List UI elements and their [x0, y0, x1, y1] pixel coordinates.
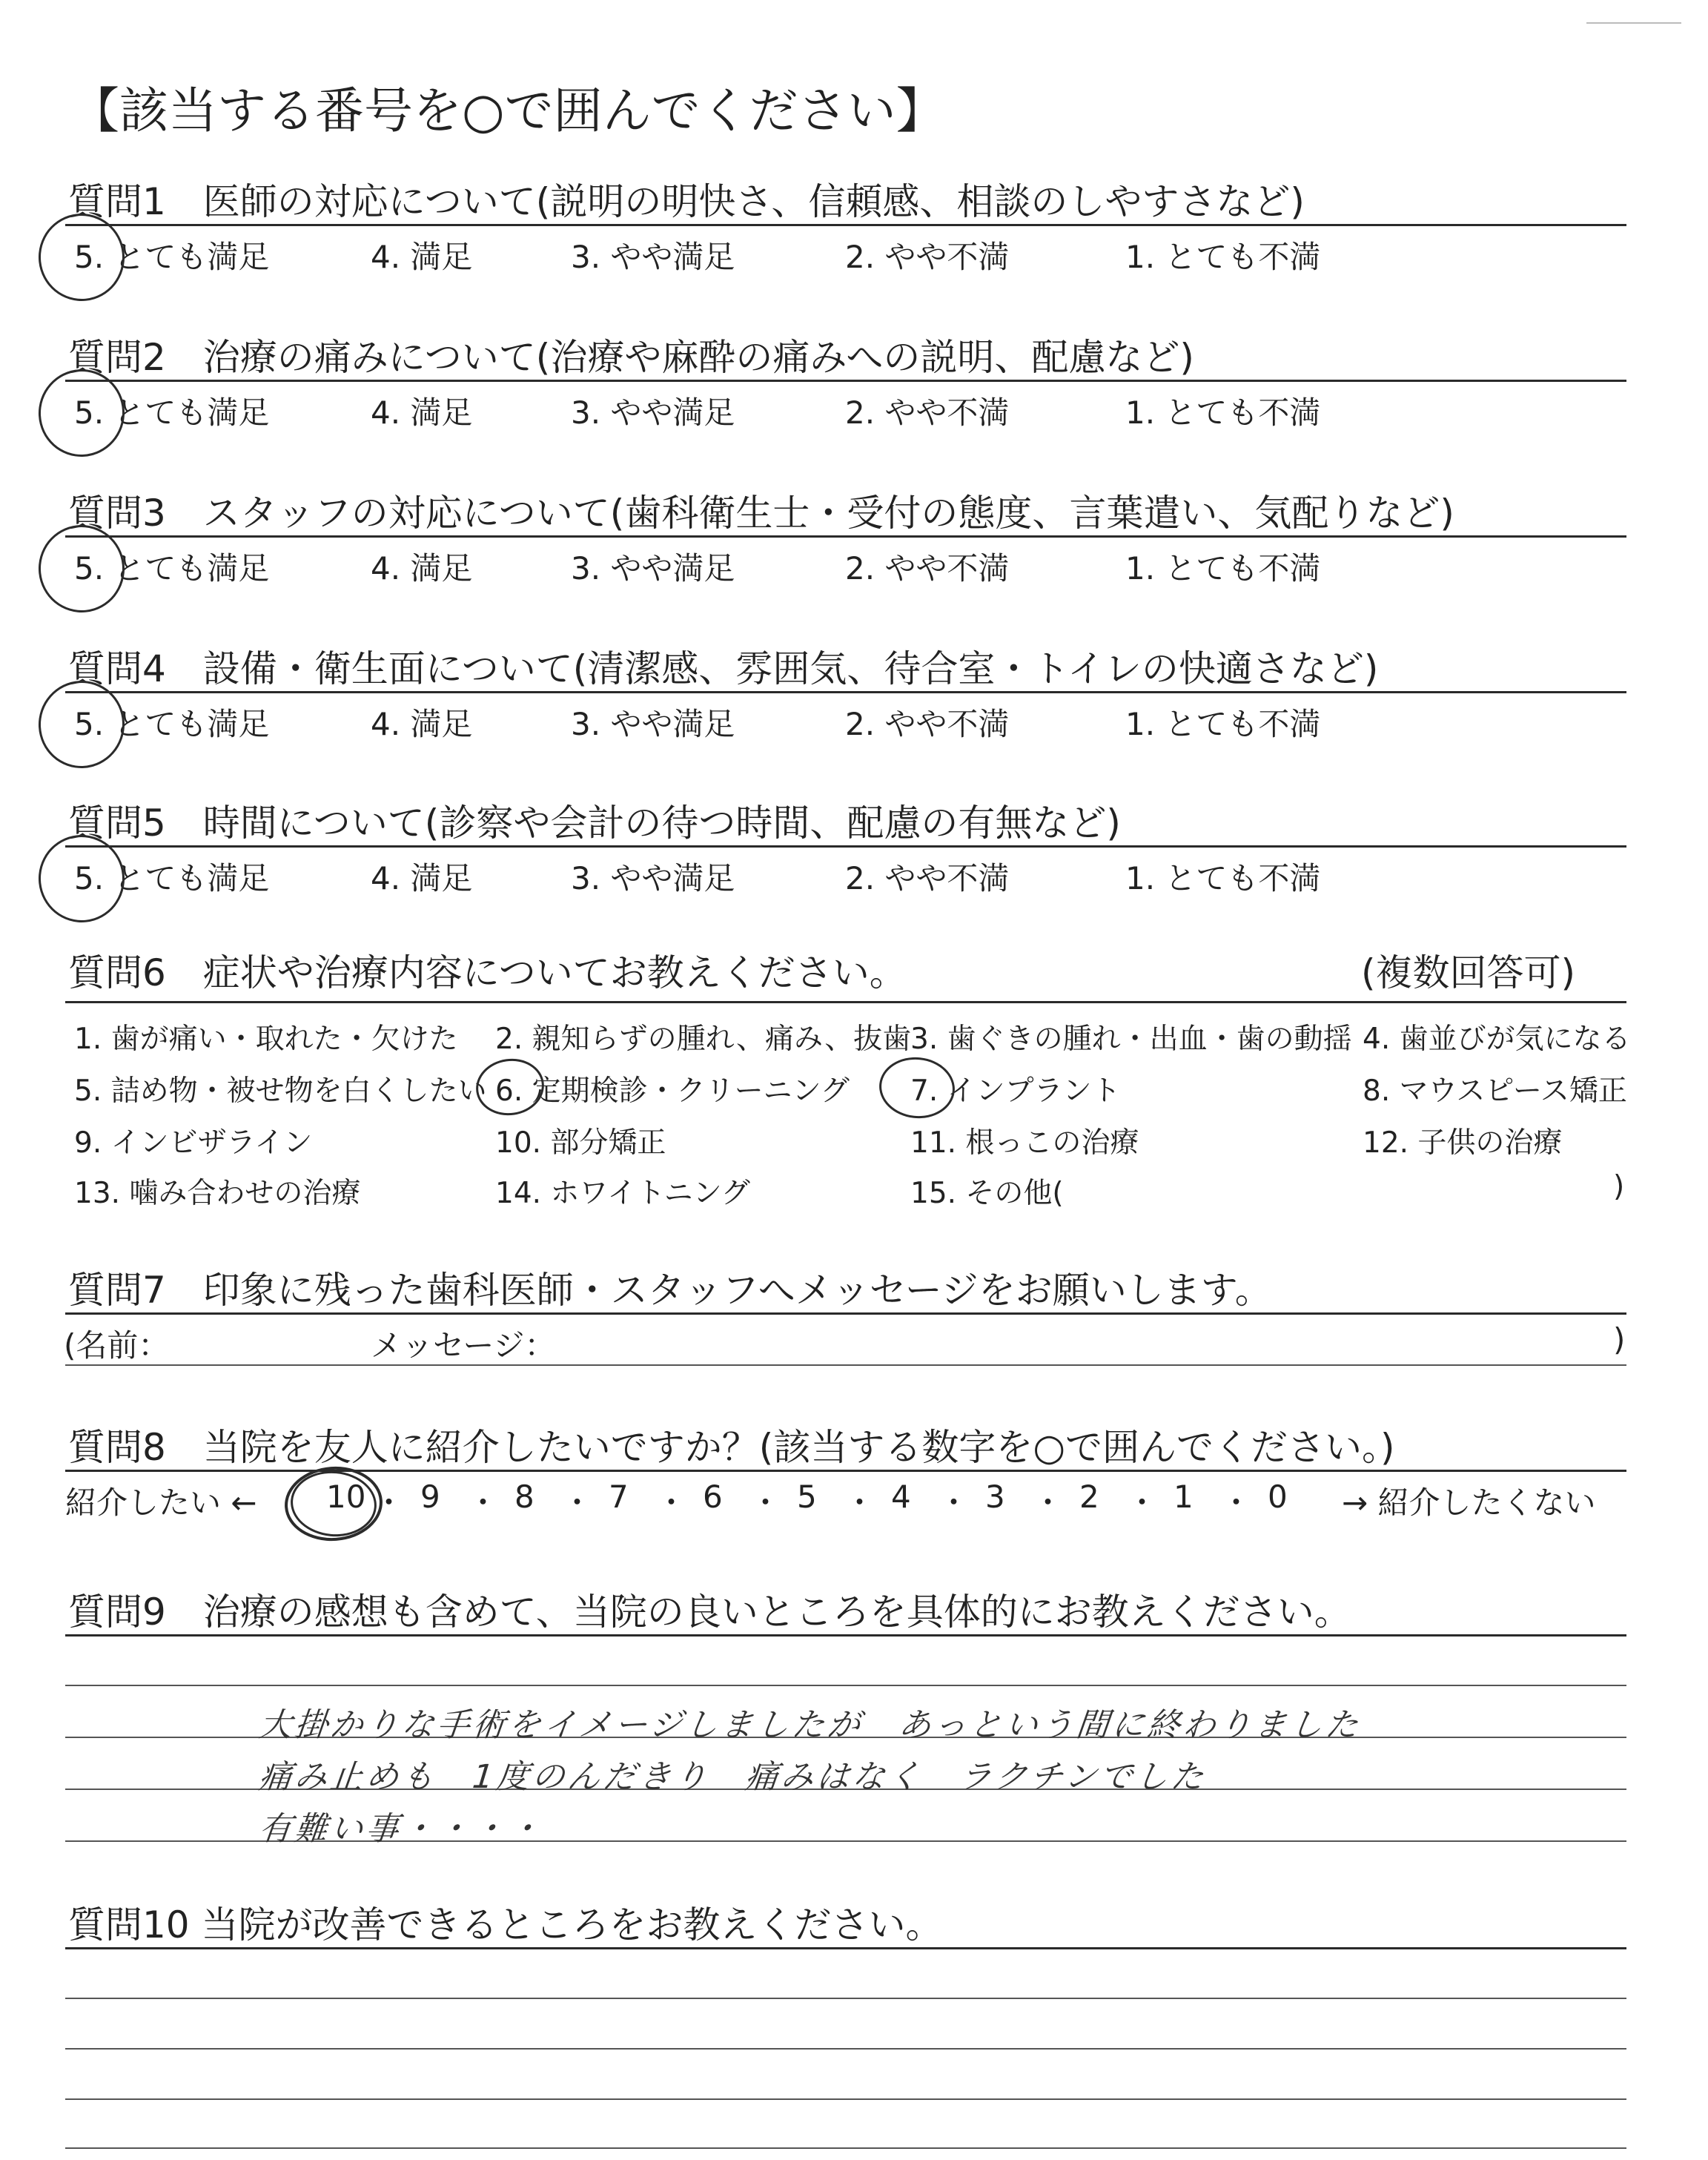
q6-item-3[interactable]: 3. 歯ぐきの腫れ・出血・歯の動揺 — [910, 1023, 1352, 1056]
q10-line-2 — [65, 2048, 1626, 2050]
q4-rule — [65, 691, 1626, 693]
q5-option-4[interactable]: 4. 満足 — [371, 860, 473, 896]
q3-option-1[interactable]: 1. とても不満 — [1125, 550, 1321, 587]
q6-item-13[interactable]: 13. 噛み合わせの治療 — [74, 1177, 361, 1210]
q3-option-3[interactable]: 3. やや満足 — [571, 550, 735, 587]
q10-rule — [65, 1947, 1626, 1949]
q1-option-2[interactable]: 2. やや不満 — [845, 239, 1010, 275]
q9-handwriting-line-2: 痛み止めも 1度のんだきり 痛みはなく ラクチンでした — [256, 1758, 1209, 1796]
q8-scale-value-2[interactable]: 2 — [1079, 1479, 1099, 1515]
q2-rule — [65, 380, 1626, 382]
q4-option-2[interactable]: 2. やや不満 — [845, 706, 1010, 742]
q3-option-2[interactable]: 2. やや不満 — [845, 550, 1010, 587]
q5-title: 質問5 時間について(診察や会計の待つ時間、配慮の有無など) — [68, 802, 1121, 845]
q6-item-12[interactable]: 12. 子供の治療 — [1363, 1126, 1563, 1160]
q8-scale-value-4[interactable]: 4 — [891, 1479, 911, 1515]
q2-option-4[interactable]: 4. 満足 — [371, 394, 473, 431]
q3-rule — [65, 535, 1626, 538]
q9-handwriting-line-1: 大掛かりな手術をイメージしましたが あっという間に終わりました — [256, 1706, 1363, 1744]
q5-option-5[interactable]: 5. とても満足 — [74, 860, 270, 896]
q3-option-5[interactable]: 5. とても満足 — [74, 550, 270, 587]
q8-scale-separator: ・ — [1220, 1484, 1252, 1521]
q6-item-1[interactable]: 1. 歯が痛い・取れた・欠けた — [74, 1023, 458, 1056]
q10-line-1 — [65, 1998, 1626, 1999]
q6-item-15-close: ) — [1613, 1170, 1625, 1203]
q8-scale-value-10[interactable]: 10 — [326, 1479, 366, 1515]
q6-item-11[interactable]: 11. 根っこの治療 — [910, 1126, 1139, 1160]
q8-scale-separator: ・ — [373, 1484, 405, 1521]
q8-rule — [65, 1470, 1626, 1472]
q1-rule — [65, 224, 1626, 226]
q4-option-4[interactable]: 4. 満足 — [371, 706, 473, 742]
q6-item-8[interactable]: 8. マウスピース矯正 — [1363, 1074, 1627, 1108]
q9-handwriting-line-3: 有難い事・・・・ — [256, 1810, 546, 1848]
q1-title: 質問1 医師の対応について(説明の明快さ、信頼感、相談のしやすさなど) — [68, 180, 1305, 223]
q8-scale-value-5[interactable]: 5 — [797, 1479, 817, 1515]
q4-option-1[interactable]: 1. とても不満 — [1125, 706, 1321, 742]
q3-option-4[interactable]: 4. 満足 — [371, 550, 473, 587]
q8-scale-separator: ・ — [1032, 1484, 1064, 1521]
q1-option-3[interactable]: 3. やや満足 — [571, 239, 735, 275]
q6-title: 質問6 症状や治療内容についてお教えください。 — [68, 951, 907, 994]
q6-item-2[interactable]: 2. 親知らずの腫れ、痛み、抜歯 — [495, 1023, 912, 1056]
q6-rule — [65, 1001, 1626, 1003]
q8-scale-separator: ・ — [561, 1484, 593, 1521]
q5-rule — [65, 845, 1626, 848]
q5-option-2[interactable]: 2. やや不満 — [845, 860, 1010, 896]
form-title: 【該当する番号を○で囲んでください】 — [70, 82, 945, 139]
q2-title: 質問2 治療の痛みについて(治療や麻酔の痛みへの説明、配慮など) — [68, 336, 1194, 379]
q8-scale-separator: ・ — [1126, 1484, 1158, 1521]
q9-line-1 — [65, 1685, 1626, 1686]
q8-scale-value-9[interactable]: 9 — [420, 1479, 440, 1515]
q10-line-3 — [65, 2098, 1626, 2100]
q8-scale-separator: ・ — [749, 1484, 781, 1521]
q10-line-4 — [65, 2147, 1626, 2149]
q3-title: 質問3 スタッフの対応について(歯科衛生士・受付の態度、言葉遣い、気配りなど) — [68, 492, 1454, 535]
q1-option-1[interactable]: 1. とても不満 — [1125, 239, 1321, 275]
q8-scale-value-0[interactable]: 0 — [1268, 1479, 1288, 1515]
q5-option-3[interactable]: 3. やや満足 — [571, 860, 735, 896]
q7-answer-line[interactable] — [65, 1364, 1626, 1366]
q7-name-label: (名前： — [64, 1327, 170, 1364]
q9-title: 質問9 治療の感想も含めて、当院の良いところを具体的にお教えください。 — [68, 1591, 1351, 1634]
q8-scale-value-8[interactable]: 8 — [514, 1479, 534, 1515]
q4-title: 質問4 設備・衛生面について(清潔感、雰囲気、待合室・トイレの快適さなど) — [68, 647, 1379, 690]
q8-scale-value-7[interactable]: 7 — [609, 1479, 629, 1515]
q6-item-6[interactable]: 6. 定期検診・クリーニング — [495, 1074, 850, 1108]
q7-close-paren: ) — [1613, 1321, 1626, 1358]
q4-option-5[interactable]: 5. とても満足 — [74, 706, 270, 742]
q6-item-5[interactable]: 5. 詰め物・被せ物を白くしたい — [74, 1074, 487, 1108]
q4-option-3[interactable]: 3. やや満足 — [571, 706, 735, 742]
q8-scale-value-1[interactable]: 1 — [1174, 1479, 1194, 1515]
q1-option-5[interactable]: 5. とても満足 — [74, 239, 270, 275]
q9-rule — [65, 1634, 1626, 1636]
q5-option-1[interactable]: 1. とても不満 — [1125, 860, 1321, 896]
q7-rule — [65, 1312, 1626, 1315]
q1-option-4[interactable]: 4. 満足 — [371, 239, 473, 275]
scan-edge-mark — [1586, 22, 1681, 24]
q8-scale-separator: ・ — [844, 1484, 875, 1521]
q6-selection-circle-6 — [472, 1054, 548, 1120]
q8-right-label: → 紹介したくない — [1342, 1484, 1596, 1521]
q8-left-label: 紹介したい ← — [65, 1484, 257, 1521]
q8-title: 質問8 当院を友人に紹介したいですか？(該当する数字を○で囲んでください。) — [68, 1426, 1395, 1469]
q8-scale-separator: ・ — [938, 1484, 970, 1521]
q2-option-2[interactable]: 2. やや不満 — [845, 394, 1010, 431]
q8-scale-value-6[interactable]: 6 — [703, 1479, 723, 1515]
q6-item-7[interactable]: 7. インプラント — [910, 1074, 1121, 1108]
q8-scale-value-3[interactable]: 3 — [985, 1479, 1005, 1515]
q6-note: (複数回答可) — [1361, 951, 1576, 994]
q6-selection-circle-7 — [876, 1054, 958, 1122]
q7-message-label: メッセージ： — [371, 1327, 556, 1364]
q6-item-14[interactable]: 14. ホワイトニング — [495, 1177, 750, 1210]
q6-item-10[interactable]: 10. 部分矯正 — [495, 1126, 666, 1160]
q2-option-5[interactable]: 5. とても満足 — [74, 394, 270, 431]
q2-option-3[interactable]: 3. やや満足 — [571, 394, 735, 431]
q8-scale-separator: ・ — [655, 1484, 687, 1521]
q10-title: 質問10 当院が改善できるところをお教えください。 — [68, 1903, 943, 1946]
q7-title: 質問7 印象に残った歯科医師・スタッフへメッセージをお願いします。 — [68, 1269, 1272, 1312]
q6-item-15[interactable]: 15. その他( — [910, 1177, 1064, 1210]
q6-item-4[interactable]: 4. 歯並びが気になる — [1363, 1023, 1631, 1056]
q6-item-9[interactable]: 9. インビザライン — [74, 1126, 313, 1160]
q2-option-1[interactable]: 1. とても不満 — [1125, 394, 1321, 431]
q8-scale-separator: ・ — [467, 1484, 499, 1521]
